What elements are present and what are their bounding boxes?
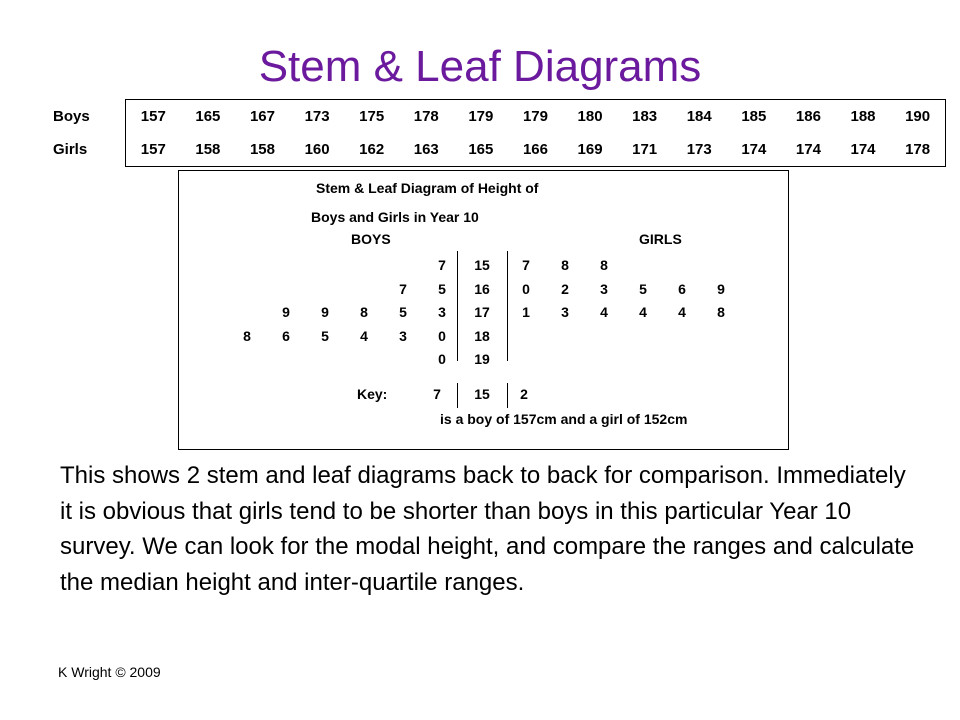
boys-leaf: 5	[399, 304, 407, 320]
key-divider-left	[457, 383, 458, 408]
height-value: 185	[727, 100, 782, 134]
boys-leaf: 3	[399, 327, 407, 344]
girls-leaf: 7	[522, 257, 530, 273]
girls-leaf: 5	[639, 280, 647, 297]
height-value: 183	[617, 100, 672, 134]
boys-leaf: 7	[399, 280, 407, 297]
girls-leaf: 0	[522, 280, 530, 297]
height-value: 179	[454, 100, 509, 134]
copyright-footer: K Wright © 2009	[58, 664, 161, 680]
key-explanation: is a boy of 157cm and a girl of 152cm	[440, 411, 688, 427]
girls-leaf: 8	[717, 304, 725, 320]
data-row-boys	[42, 100, 945, 134]
height-value: 180	[563, 100, 618, 134]
stem-value: 18	[474, 327, 490, 344]
height-value: 184	[672, 100, 727, 134]
boys-leaf: 9	[321, 304, 329, 320]
height-value: 178	[890, 133, 945, 167]
height-data-table	[42, 99, 946, 167]
boys-leaf: 8	[360, 304, 368, 320]
row-label: Boys	[53, 107, 90, 125]
girls-leaf: 4	[678, 304, 686, 320]
boys-leaf: 6	[282, 327, 290, 344]
stem-divider-right	[507, 251, 508, 361]
height-value: 160	[290, 133, 345, 167]
boys-leaf: 9	[282, 304, 290, 320]
boys-leaf: 5	[438, 280, 446, 297]
height-value: 169	[563, 133, 618, 167]
boys-leaf: 7	[438, 257, 446, 273]
height-value: 173	[672, 133, 727, 167]
key-stem: 15	[474, 386, 490, 402]
explanation-paragraph: This shows 2 stem and leaf diagrams back to back for comparison. Immediately it is obvious that girls tend to be shorter than boys in this particular Year 10 survey. We can look for the modal height, and compare the ranges and calculate the median height and inter-quartile ranges.	[60, 462, 915, 596]
girls-leaf: 4	[600, 304, 608, 320]
girls-leaf: 1	[522, 304, 530, 320]
girls-leaf: 2	[561, 280, 569, 297]
height-value: 171	[617, 133, 672, 167]
key-label: Key:	[357, 386, 388, 402]
stem-value: 15	[474, 257, 490, 273]
stem-value: 19	[474, 351, 490, 367]
girls-leaf: 6	[678, 280, 686, 297]
height-value: 178	[399, 100, 454, 134]
boys-leaf: 8	[243, 327, 251, 344]
height-value: 173	[290, 100, 345, 134]
height-value: 186	[781, 100, 836, 134]
stem-value: 17	[474, 304, 490, 320]
height-value: 157	[126, 133, 181, 167]
height-value: 158	[235, 133, 290, 167]
key-girl-leaf: 2	[520, 386, 528, 402]
girls-leaf: 3	[561, 304, 569, 320]
girls-leaf: 9	[717, 280, 725, 297]
row-label: Girls	[53, 141, 88, 159]
boys-leaf: 4	[360, 327, 368, 344]
height-value: 163	[399, 133, 454, 167]
height-value: 174	[781, 133, 836, 167]
height-value: 179	[508, 100, 563, 134]
girls-leaf: 8	[561, 257, 569, 273]
girls-leaf: 4	[639, 304, 647, 320]
data-row-girls	[42, 133, 945, 167]
girls-leaf: 8	[600, 257, 608, 273]
height-value: 158	[181, 133, 236, 167]
boys-leaf: 0	[438, 351, 446, 367]
height-value: 174	[727, 133, 782, 167]
stem-value: 16	[474, 280, 490, 297]
key-boy-leaf: 7	[433, 386, 441, 402]
height-value: 175	[344, 100, 399, 134]
height-value: 166	[508, 133, 563, 167]
boys-leaf: 0	[438, 327, 446, 344]
height-value: 157	[126, 100, 181, 134]
height-value: 162	[344, 133, 399, 167]
height-value: 174	[836, 133, 891, 167]
key-divider-right	[507, 383, 508, 408]
girls-label: GIRLS	[639, 231, 682, 247]
diagram-title-line1: Stem & Leaf Diagram of Height of	[316, 180, 539, 196]
height-value: 165	[454, 133, 509, 167]
height-value: 167	[235, 100, 290, 134]
height-value: 165	[181, 100, 236, 134]
diagram-title-line2: Boys and Girls in Year 10	[311, 209, 479, 225]
boys-leaf: 5	[321, 327, 329, 344]
height-value: 190	[890, 100, 945, 134]
stem-divider-left	[457, 251, 458, 361]
height-value: 188	[836, 100, 891, 134]
boys-label: BOYS	[351, 231, 391, 247]
page-title: Stem & Leaf Diagrams	[258, 42, 702, 91]
boys-leaf: 3	[438, 304, 446, 320]
girls-leaf: 3	[600, 280, 608, 297]
stem-leaf-diagram	[178, 170, 789, 450]
